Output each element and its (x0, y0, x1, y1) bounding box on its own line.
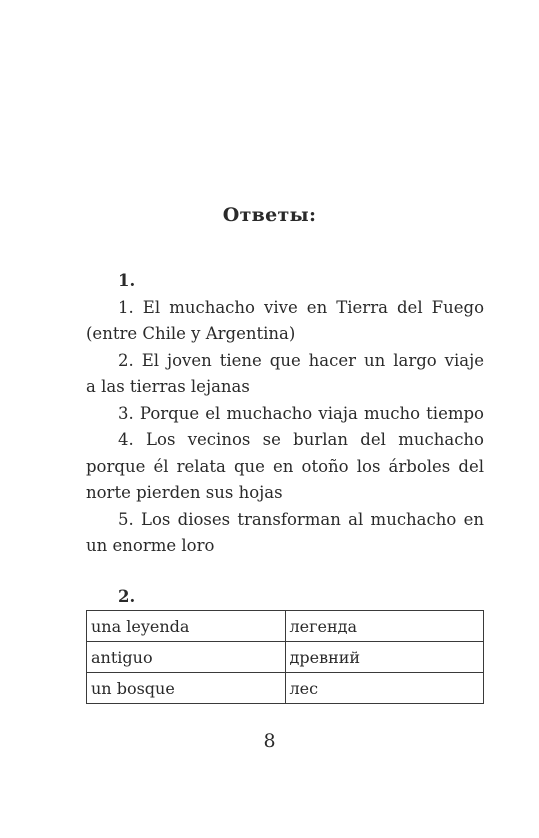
answer-4-line-1: 4. Los vecinos se burlan del muchacho (118, 430, 484, 449)
answer-2-line-2: a las tierras lejanas (86, 377, 250, 396)
section-1-label: 1. (118, 271, 136, 290)
table-row (87, 673, 484, 704)
answer-5-line-2: un enorme loro (86, 536, 215, 555)
page-number: 8 (263, 730, 276, 752)
russian-translation: лес (285, 673, 484, 704)
answer-4-line-2: porque él relata que en otoño los árboles del (86, 456, 484, 476)
russian-translation: легенда (285, 611, 484, 642)
answer-5-line-1: 5. Los dioses transforman al muchacho en (118, 509, 484, 529)
table-row (87, 611, 484, 642)
russian-translation: древний (285, 642, 484, 673)
answer-3-line-1: 3. Porque el muchacho viaja mucho tiempo (118, 403, 484, 423)
section-2-label: 2. (118, 587, 136, 606)
answer-1-line-1: 1. El muchacho vive en Tierra del Fuego (118, 297, 484, 317)
spanish-word: antiguo (87, 642, 286, 673)
page-title: Ответы: (222, 204, 317, 226)
spanish-word: un bosque (87, 673, 286, 704)
answer-2-line-1: 2. El joven tiene que hacer un largo viaje (118, 350, 484, 370)
answers-section-1 (86, 268, 484, 560)
spanish-word: una leyenda (87, 611, 286, 642)
answer-1-line-2: (entre Chile y Argentina) (86, 324, 296, 343)
table-row (87, 642, 484, 673)
answer-4-line-3: norte pierden sus hojas (86, 483, 283, 502)
vocabulary-table (86, 610, 484, 704)
